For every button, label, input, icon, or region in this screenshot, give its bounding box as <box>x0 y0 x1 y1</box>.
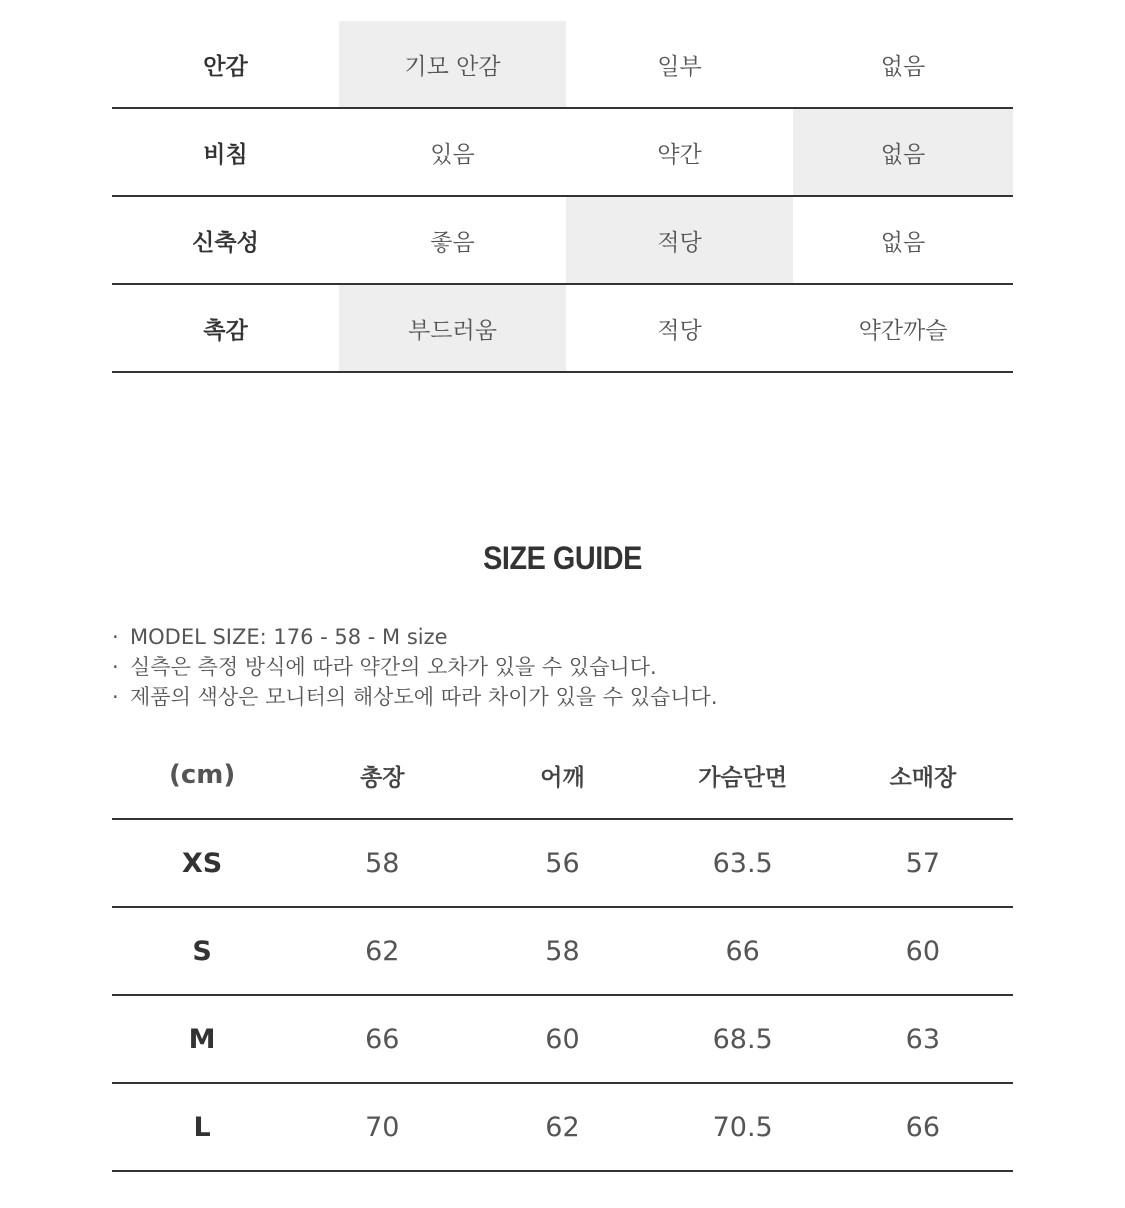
attr-option: 약간 <box>657 141 702 168</box>
note-item <box>112 652 1012 682</box>
table-cell: 66 <box>365 1023 400 1055</box>
attr-option: 약간까슬 <box>858 317 948 344</box>
table-cell: 70.5 <box>712 1111 773 1143</box>
table-cell: 58 <box>545 935 580 967</box>
size-table <box>112 732 1013 1172</box>
size-label: S <box>192 935 212 967</box>
attr-option-selected: 적당 <box>566 197 793 283</box>
table-cell: 56 <box>545 847 580 879</box>
size-table-header <box>112 732 1013 820</box>
attr-row-lining <box>112 21 1013 109</box>
attr-option-selected: 부드러움 <box>339 285 566 371</box>
table-cell: 62 <box>545 1111 580 1143</box>
attr-option-selected: 기모 안감 <box>339 21 566 107</box>
attr-option: 있음 <box>430 141 475 168</box>
table-row <box>112 908 1013 996</box>
table-cell: 58 <box>365 847 400 879</box>
bullet: · <box>112 685 119 709</box>
attr-option: 없음 <box>880 53 926 80</box>
size-label: L <box>193 1111 211 1143</box>
table-cell: 63 <box>905 1023 941 1055</box>
header-unit: (cm) <box>168 760 236 790</box>
table-cell: 66 <box>905 1111 941 1143</box>
table-cell: 60 <box>545 1023 580 1055</box>
table-cell: 68.5 <box>712 1023 773 1055</box>
bullet: · <box>112 625 119 649</box>
table-cell: 62 <box>365 935 400 967</box>
table-cell: 57 <box>905 847 941 879</box>
table-cell: 63.5 <box>712 847 773 879</box>
header-sleeve: 소매장 <box>889 764 957 791</box>
attr-label: 촉감 <box>203 317 248 344</box>
attr-row-sheerness <box>112 109 1013 197</box>
table-row <box>112 996 1013 1084</box>
attr-option: 없음 <box>880 229 926 256</box>
fabric-attribute-table <box>112 21 1013 373</box>
note-text: MODEL SIZE: 176 - 58 - M size <box>130 625 448 649</box>
header-length: 총장 <box>360 764 405 791</box>
table-row <box>112 820 1013 908</box>
size-guide-title: SIZE GUIDE <box>483 540 642 576</box>
header-shoulder: 어깨 <box>540 764 585 791</box>
size-label: M <box>188 1023 216 1055</box>
note-item <box>112 622 1012 652</box>
attr-label: 신축성 <box>192 229 259 256</box>
attr-option: 좋음 <box>430 229 475 256</box>
attr-row-texture <box>112 285 1013 373</box>
table-cell: 60 <box>905 935 941 967</box>
note-text: 실측은 측정 방식에 따라 약간의 오차가 있을 수 있습니다. <box>130 655 657 679</box>
attr-option-selected: 없음 <box>793 109 1013 195</box>
attr-label: 비침 <box>203 141 248 168</box>
attr-row-stretch <box>112 197 1013 285</box>
note-item <box>112 682 1012 712</box>
table-row <box>112 1084 1013 1172</box>
header-chest: 가슴단면 <box>698 764 788 791</box>
attr-option: 일부 <box>657 53 702 80</box>
table-cell: 66 <box>725 935 760 967</box>
size-guide-notes <box>112 622 1012 712</box>
bullet: · <box>112 655 119 679</box>
table-cell: 70 <box>365 1111 400 1143</box>
note-text: 제품의 색상은 모니터의 해상도에 따라 차이가 있을 수 있습니다. <box>130 685 718 709</box>
attr-option: 적당 <box>657 317 702 344</box>
size-label: XS <box>181 847 223 879</box>
attr-label: 안감 <box>203 53 248 80</box>
